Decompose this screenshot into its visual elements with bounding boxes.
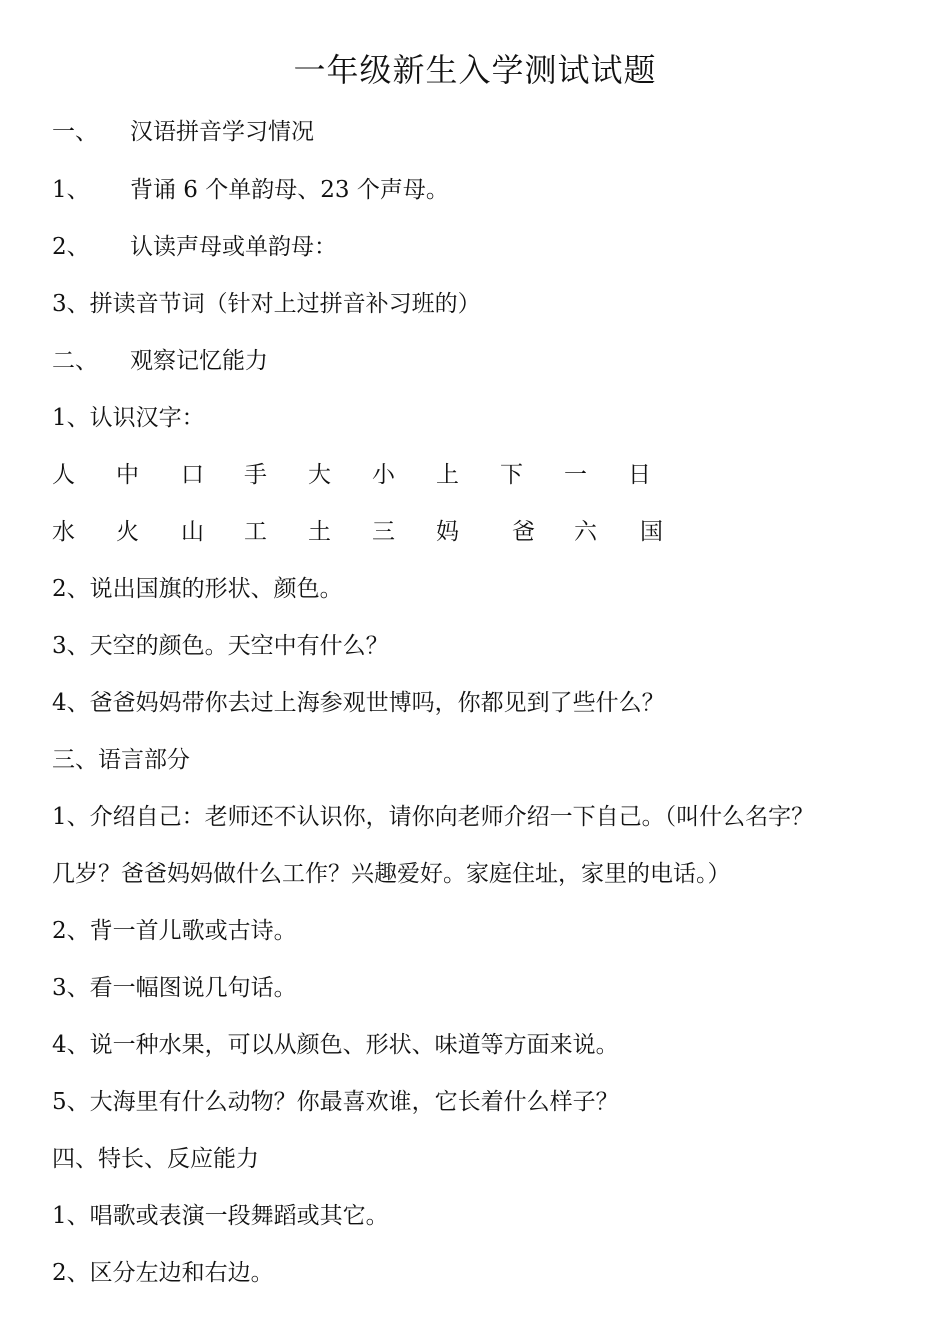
character: 一 bbox=[564, 462, 587, 488]
list-item: 3、天空的颜色。天空中有什么？ bbox=[52, 633, 389, 659]
section-heading-2 bbox=[52, 346, 268, 376]
item-number: 1、 bbox=[52, 177, 90, 203]
character: 水 bbox=[52, 519, 75, 545]
character: 口 bbox=[181, 462, 204, 488]
section-title: 汉语拼音学习情况 bbox=[130, 119, 314, 145]
list-item: 1、介绍自己：老师还不认识你，请你向老师介绍一下自己。（叫什么名字？ bbox=[52, 804, 815, 830]
section-heading-1 bbox=[52, 117, 314, 147]
character: 中 bbox=[116, 462, 139, 488]
list-item bbox=[52, 232, 337, 262]
item-number: 2、 bbox=[52, 234, 90, 260]
character: 人 bbox=[52, 462, 75, 488]
section-heading-4: 四、特长、反应能力 bbox=[52, 1146, 259, 1172]
document-title: 一年级新生入学测试试题 bbox=[293, 51, 657, 89]
list-item: 4、爸爸妈妈带你去过上海参观世博吗，你都见到了些什么？ bbox=[52, 690, 665, 716]
section-number: 一、 bbox=[52, 119, 98, 145]
list-item: 3、拼读音节词（针对上过拼音补习班的） bbox=[52, 291, 481, 317]
section-title: 观察记忆能力 bbox=[130, 348, 268, 374]
list-item: 3、看一幅图说几句话。 bbox=[52, 975, 297, 1001]
character: 日 bbox=[628, 462, 651, 488]
character: 火 bbox=[116, 519, 139, 545]
character: 上 bbox=[436, 462, 459, 488]
section-heading-3: 三、语言部分 bbox=[52, 747, 190, 773]
character: 三 bbox=[372, 519, 395, 545]
list-item-continuation: 几岁？爸爸妈妈做什么工作？兴趣爱好。家庭住址，家里的电话。） bbox=[52, 861, 731, 887]
character: 妈 bbox=[436, 519, 459, 545]
list-item: 2、区分左边和右边。 bbox=[52, 1260, 274, 1286]
character: 大 bbox=[308, 462, 331, 488]
list-item: 2、背一首儿歌或古诗。 bbox=[52, 918, 297, 944]
section-number: 二、 bbox=[52, 348, 98, 374]
list-item: 1、唱歌或表演一段舞蹈或其它。 bbox=[52, 1203, 389, 1229]
character: 工 bbox=[244, 519, 267, 545]
character: 土 bbox=[308, 519, 331, 545]
character: 六 bbox=[574, 519, 597, 545]
item-text: 认读声母或单韵母： bbox=[130, 234, 337, 260]
character: 小 bbox=[372, 462, 395, 488]
character: 手 bbox=[244, 462, 267, 488]
list-item: 5、大海里有什么动物？你最喜欢谁，它长着什么样子？ bbox=[52, 1089, 619, 1115]
list-item: 1、认识汉字： bbox=[52, 405, 205, 431]
list-item: 4、说一种水果，可以从颜色、形状、味道等方面来说。 bbox=[52, 1032, 619, 1058]
character: 爸 bbox=[512, 519, 535, 545]
character: 山 bbox=[181, 519, 204, 545]
list-item bbox=[52, 175, 449, 205]
list-item: 2、说出国旗的形状、颜色。 bbox=[52, 576, 343, 602]
character: 国 bbox=[640, 519, 663, 545]
character: 下 bbox=[500, 462, 523, 488]
item-text: 背诵 6 个单韵母、23 个声母。 bbox=[130, 177, 449, 203]
